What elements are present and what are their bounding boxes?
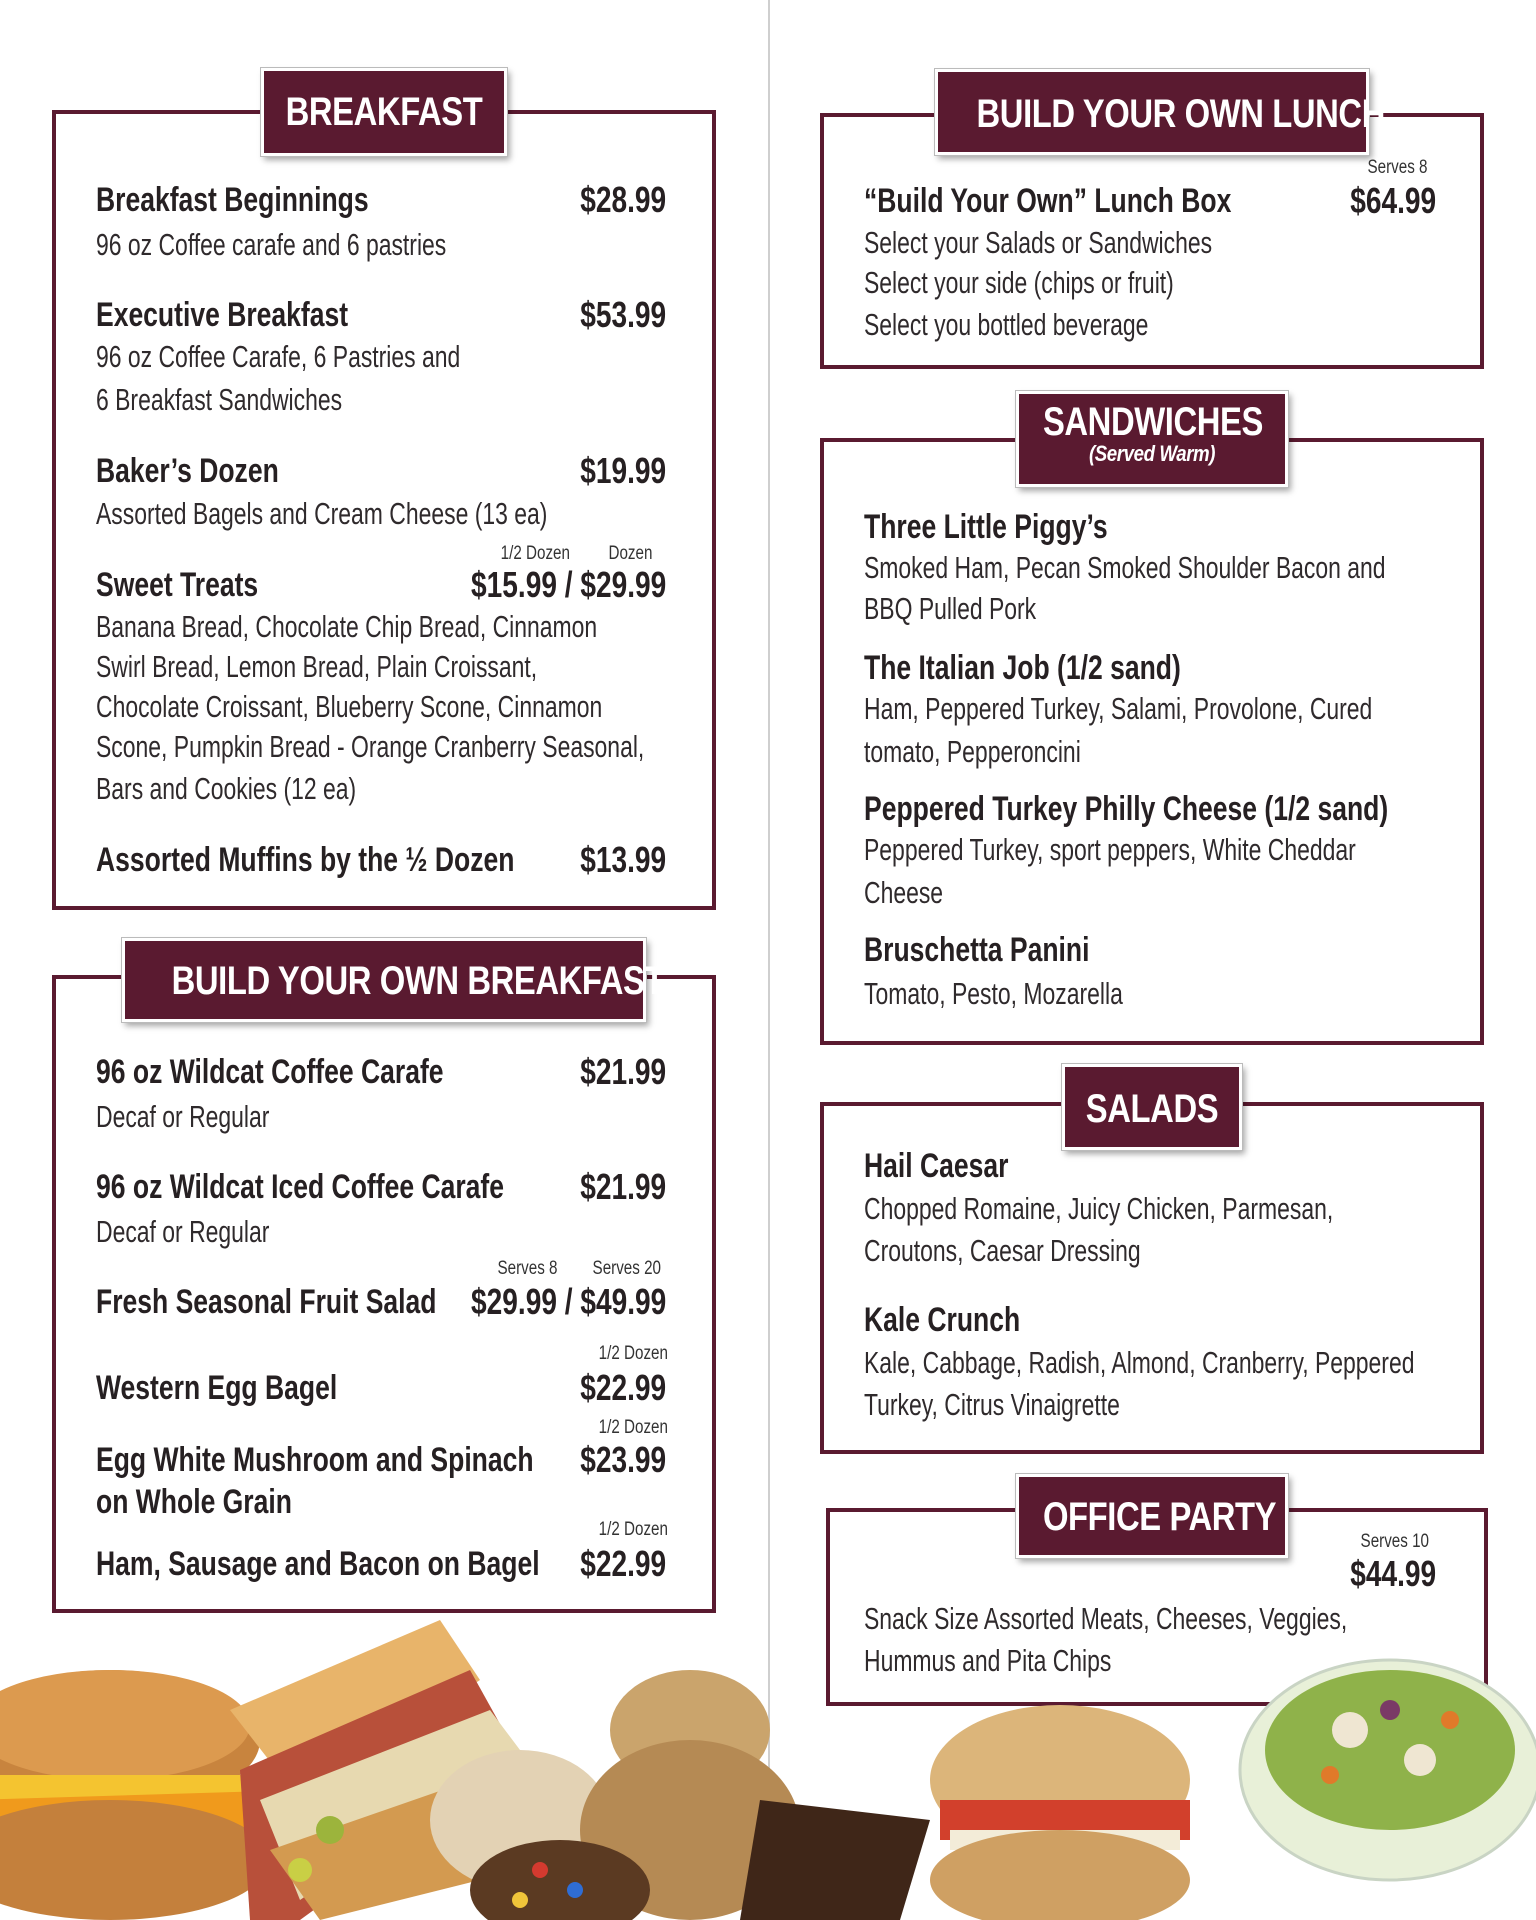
item-desc: Peppered Turkey, sport peppers, White Cheddar [864, 832, 1356, 867]
item-price: $53.99 [580, 294, 666, 335]
price-note: 1/2 Dozen [598, 1417, 668, 1438]
office-party-title: OFFICE PARTY [1042, 1495, 1277, 1539]
item-name: Kale Crunch [864, 1301, 1021, 1339]
item-desc: Chocolate Croissant, Blueberry Scone, Cinnamon [96, 689, 603, 724]
item-price: $28.99 [580, 179, 666, 220]
item-name: Ham, Sausage and Bacon on Bagel [96, 1545, 540, 1583]
price-note: 1/2 Dozen [598, 1343, 668, 1364]
price-note: 1/2 Dozen [598, 1519, 668, 1540]
item-name: Bruschetta Panini [864, 931, 1090, 969]
item-desc: Scone, Pumpkin Bread - Orange Cranberry Seasonal, [96, 729, 645, 764]
item-desc: Select your side (chips or fruit) [864, 265, 1174, 300]
item-desc: tomato, Pepperoncini [864, 734, 1081, 769]
item-desc: Croutons, Caesar Dressing [864, 1233, 1141, 1268]
salad-image [1240, 1660, 1536, 1880]
item-desc: 96 oz Coffee Carafe, 6 Pastries and [96, 339, 461, 374]
price-note: Serves 20 [592, 1258, 661, 1279]
build-lunch-title: BUILD YOUR OWN LUNCH [976, 92, 1385, 136]
price-note: 1/2 Dozen [500, 543, 570, 564]
food-photo-strip [0, 1600, 1536, 1920]
item-desc: 96 oz Coffee carafe and 6 pastries [96, 227, 447, 262]
item-desc: Smoked Ham, Pecan Smoked Shoulder Bacon and [864, 550, 1386, 585]
item-desc: Banana Bread, Chocolate Chip Bread, Cinnamon [96, 609, 598, 644]
item-desc: Ham, Peppered Turkey, Salami, Provolone, Cured [864, 691, 1373, 726]
item-name: on Whole Grain [96, 1483, 292, 1521]
item-price: $22.99 [580, 1543, 666, 1584]
item-desc: BBQ Pulled Pork [864, 591, 1037, 626]
item-name: Hail Caesar [864, 1147, 1009, 1185]
item-price: $44.99 [1350, 1553, 1436, 1594]
item-price: $29.99 / $49.99 [470, 1281, 666, 1322]
item-name: Western Egg Bagel [96, 1369, 338, 1407]
item-price: $13.99 [580, 839, 666, 880]
breakfast-title: BREAKFAST [285, 90, 483, 134]
item-name: Executive Breakfast [96, 296, 349, 334]
item-name: Fresh Seasonal Fruit Salad [96, 1283, 437, 1321]
item-name: Baker’s Dozen [96, 452, 279, 490]
sandwiches-banner [1016, 391, 1288, 487]
item-name: The Italian Job (1/2 sand) [864, 649, 1181, 687]
salads-banner [1062, 1064, 1242, 1150]
office-party-banner [1016, 1474, 1288, 1558]
item-desc: Snack Size Assorted Meats, Cheeses, Veggies, [864, 1601, 1348, 1636]
item-desc: Cheese [864, 875, 944, 910]
item-price: $23.99 [580, 1439, 666, 1480]
price-note: Dozen [608, 543, 653, 564]
item-name: 96 oz Wildcat Coffee Carafe [96, 1053, 444, 1091]
item-price: $21.99 [580, 1166, 666, 1207]
item-desc: Kale, Cabbage, Radish, Almond, Cranberry, Peppered [864, 1345, 1415, 1380]
item-price: $15.99 / $29.99 [470, 564, 666, 605]
price-note: Serves 10 [1360, 1531, 1429, 1552]
item-name: Egg White Mushroom and Spinach [96, 1441, 534, 1479]
item-desc: Select you bottled beverage [864, 307, 1149, 342]
item-desc: Chopped Romaine, Juicy Chicken, Parmesan, [864, 1191, 1334, 1226]
item-price: $64.99 [1350, 180, 1436, 221]
item-name: Breakfast Beginnings [96, 181, 369, 219]
item-desc: Bars and Cookies (12 ea) [96, 771, 357, 806]
item-price: $22.99 [580, 1367, 666, 1408]
item-name: Assorted Muffins by the ½ Dozen [96, 841, 515, 879]
item-desc: Assorted Bagels and Cream Cheese (13 ea) [96, 496, 548, 531]
sandwiches-subtitle: (Served Warm) [1088, 441, 1216, 466]
price-note: Serves 8 [1367, 157, 1428, 178]
item-price: $19.99 [580, 450, 666, 491]
item-desc: Select your Salads or Sandwiches [864, 225, 1213, 260]
item-name: “Build Your Own” Lunch Box [864, 182, 1232, 220]
item-name: Three Little Piggy’s [864, 508, 1108, 546]
breakfast-banner [261, 68, 507, 156]
item-desc: Decaf or Regular [96, 1214, 270, 1249]
price-note: Serves 8 [497, 1258, 558, 1279]
salads-title: SALADS [1085, 1087, 1219, 1131]
item-desc: Swirl Bread, Lemon Bread, Plain Croissant, [96, 649, 538, 684]
build-breakfast-title: BUILD YOUR OWN BREAKFAST [171, 959, 665, 1003]
item-desc: Hummus and Pita Chips [864, 1643, 1112, 1678]
item-name: Peppered Turkey Philly Cheese (1/2 sand) [864, 790, 1389, 828]
item-desc: Tomato, Pesto, Mozarella [864, 976, 1123, 1011]
build-lunch-banner [935, 69, 1385, 155]
pastries-image [430, 1670, 930, 1920]
item-desc: Turkey, Citrus Vinaigrette [864, 1387, 1120, 1422]
item-name: Sweet Treats [96, 566, 259, 604]
item-desc: 6 Breakfast Sandwiches [96, 382, 343, 417]
item-name: 96 oz Wildcat Iced Coffee Carafe [96, 1168, 505, 1206]
panini-image [930, 1705, 1190, 1920]
item-desc: Decaf or Regular [96, 1099, 270, 1134]
item-price: $21.99 [580, 1051, 666, 1092]
build-breakfast-banner [122, 938, 665, 1022]
sandwiches-title: SANDWICHES [1042, 400, 1263, 444]
